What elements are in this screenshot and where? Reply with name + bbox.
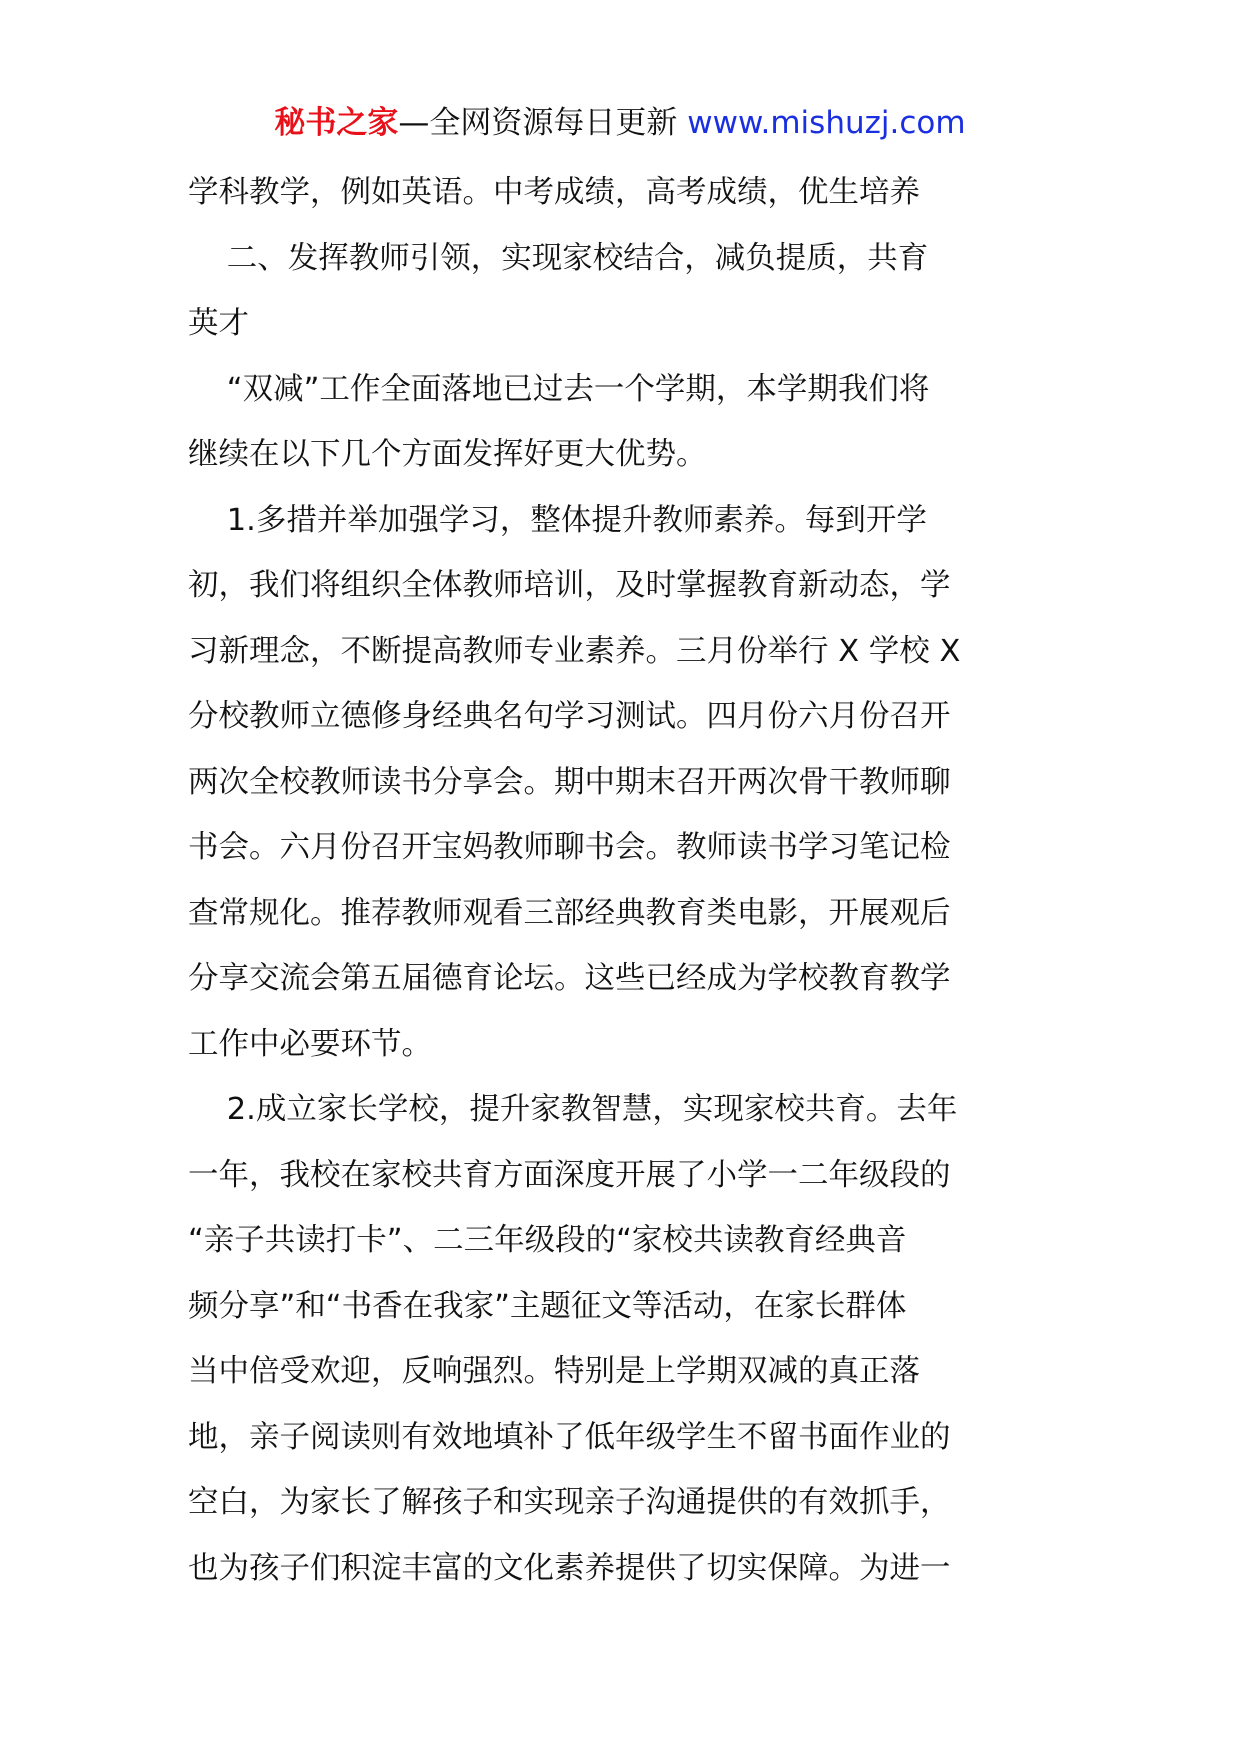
site-header [0,103,1240,143]
brand-name: 秘书之家 [274,105,399,141]
paragraph-item-1: 1.多措并举加强学习，整体提升教师素养。每到开学 初，我们将组织全体教师培训，及时掌握教育新动态，学 习新理念，不断提高教师专业素养。三月份举行 X 学校 X 分校教师立德修身经典名句学习测试。四月份六月份召开 两次全校教师读书分享会。期中期末召开两次骨干教师聊 书会。六月份召开宝妈教师聊书会。教师读书学习笔记检 查常规化。推荐教师观看三部经典教育类电影，开展观后 分享交流会第五届德育论坛。这些已经成为学校教育教学 工作中必要环节。 [188,502,961,1062]
paragraph-intro: “双减”工作全面落地已过去一个学期，本学期我们将 继续在以下几个方面发挥好更大优势。 [188,371,930,472]
paragraph-item-2: 2.成立家长学校，提升家教智慧，实现家校共育。去年 一年，我校在家校共育方面深度开展了小学一二年级段的 “亲子共读打卡”、二三年级段的“家校共读教育经典音 频分享”和“书香在我家”主题征文等活动，在家长群体 当中倍受欢迎，反响强烈。特别是上学期双减的真正落 地，亲子阅读则有效地填补了低年级学生不留书面作业的 空白，为家长了解孩子和实现亲子沟通提供的有效抓手， 也为孩子们积淀丰富的文化素养提供了切实保障。为进一 [188,1092,958,1586]
section-heading: 二、发挥教师引领，实现家校结合，减负提质，共育 英才 [188,240,929,341]
header-tagline: —全网资源每日更新 [398,105,678,141]
paragraph-continuation: 学科教学，例如英语。中考成绩，高考成绩，优生培养 [188,175,920,210]
document-body [188,160,1068,1601]
site-url-link[interactable]: www.mishuzj.com [687,105,966,141]
